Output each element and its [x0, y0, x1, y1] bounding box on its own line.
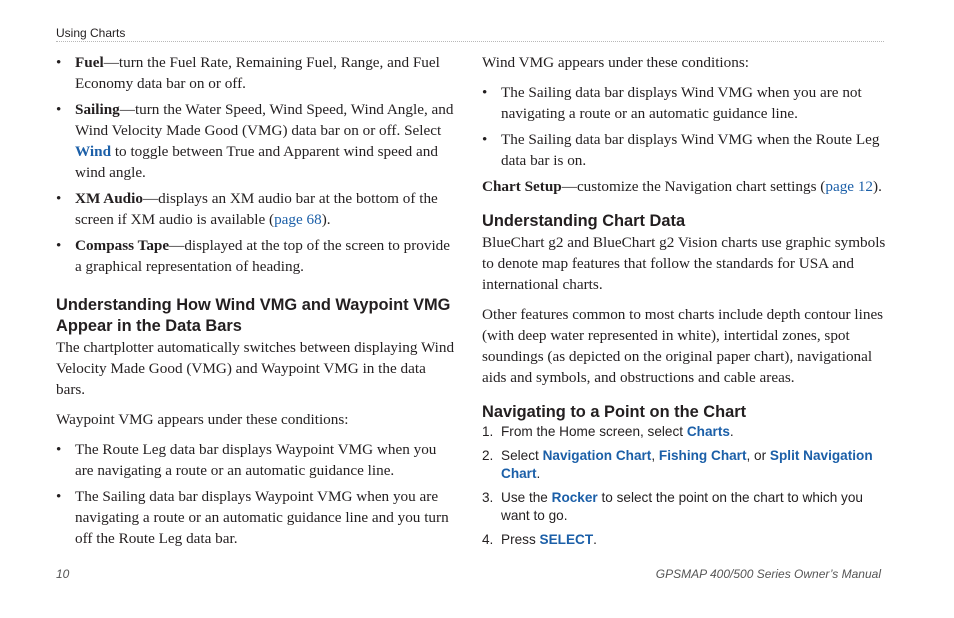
step-number: 3.	[482, 490, 494, 505]
bullet-text: —displays an XM audio bar at the bottom of the screen if XM audio is available (	[75, 190, 438, 228]
paragraph: Wind VMG appears under these conditions:	[482, 54, 749, 71]
section-heading-navigating: Navigating to a Point on the Chart	[482, 403, 747, 421]
bullet-term: XM Audio	[75, 190, 143, 207]
paragraph: Waypoint VMG appears under these conditions:	[56, 411, 349, 428]
bullet-compass-tape	[56, 235, 458, 277]
bullet-text: —turn the Water Speed, Wind Speed, Wind Angle, and Wind Velocity Made Good (VMG) data bar on or off. Select	[75, 101, 454, 139]
split-navigation-chart-option: Split Navigation Chart	[501, 448, 873, 481]
bullet-xm-audio	[56, 188, 458, 230]
chart-setup-text: —customize the Navigation chart settings (	[561, 178, 826, 195]
left-column	[56, 52, 458, 554]
step-text: .	[536, 466, 541, 481]
bullet-dot: •	[482, 84, 488, 101]
header-rule	[56, 41, 884, 42]
bullet-text: —turn the Fuel Rate, Remaining Fuel, Range, and Fuel Economy data bar on or off.	[75, 54, 440, 92]
bullet-dot: •	[56, 441, 62, 458]
select-key: SELECT	[539, 532, 594, 547]
bullet-sailing	[56, 99, 458, 183]
right-column	[482, 52, 886, 555]
bullet-sailing-waypoint	[56, 486, 458, 549]
bullet-route-leg	[56, 439, 458, 481]
step-text: From the Home screen, select	[501, 424, 687, 439]
bullet-dot: •	[56, 101, 62, 118]
bullet-dot: •	[56, 488, 62, 505]
wind-option: Wind	[75, 143, 112, 160]
paragraph: The chartplotter automatically switches between displaying Wind Velocity Made Good (VMG) and Waypoint VMG in the data bars.	[56, 339, 455, 398]
fishing-chart-option: Fishing Chart	[658, 448, 747, 463]
manual-title: GPSMAP 400/500 Series Owner’s Manual	[655, 567, 881, 581]
step-text: ,	[651, 448, 659, 463]
step-text: Use the	[501, 490, 552, 505]
chart-setup-term: Chart Setup	[482, 178, 562, 195]
charts-option: Charts	[686, 424, 730, 439]
chart-setup-text: ).	[873, 178, 882, 195]
steps-list	[482, 423, 886, 549]
bullet-dot: •	[56, 54, 62, 71]
bullet-dot: •	[482, 131, 488, 148]
step-2	[482, 447, 886, 483]
bullet-term: Fuel	[75, 54, 104, 71]
paragraph: Other features common to most charts include depth contour lines (with deep water represented in white), intertidal zones, spot soundings (as depicted on the original paper chart), navigational aids and symbols, and obstructions and cable areas.	[482, 306, 884, 386]
step-number: 2.	[482, 448, 494, 463]
step-text: Press	[501, 532, 540, 547]
bullet-text: The Sailing data bar displays Waypoint VMG when you are navigating a route or an automatic guidance line and you turn off the Route Leg data bar.	[75, 488, 449, 547]
bullet-dot: •	[56, 190, 62, 207]
bullet-text: The Sailing data bar displays Wind VMG when you are not navigating a route or an automatic guidance line.	[501, 84, 862, 122]
running-header: Using Charts	[56, 26, 126, 40]
step-text: Select	[501, 448, 543, 463]
bullet-text: —displayed at the top of the screen to provide a graphical representation of heading.	[75, 237, 451, 275]
chart-setup-paragraph	[482, 176, 886, 197]
bullet-dot: •	[56, 237, 62, 254]
bullet-fuel	[56, 52, 458, 94]
step-text: , or	[746, 448, 770, 463]
bullet-term: Sailing	[75, 101, 120, 118]
bullet-text: The Sailing data bar displays Wind VMG when the Route Leg data bar is on.	[501, 131, 880, 169]
bullet-term: Compass Tape	[75, 237, 170, 254]
step-text: to select the point on the chart to which you want to go.	[501, 490, 863, 523]
paragraph: BlueChart g2 and BlueChart g2 Vision charts use graphic symbols to denote map features that follow the standards for USA and international charts.	[482, 234, 886, 293]
step-number: 1.	[482, 424, 494, 439]
step-number: 4.	[482, 532, 494, 547]
step-text: .	[593, 532, 597, 547]
step-text: .	[729, 424, 734, 439]
bullet-wind-vmg-2	[482, 129, 886, 171]
page-number: 10	[56, 567, 70, 581]
navigation-chart-option: Navigation Chart	[542, 448, 652, 463]
section-heading-chart-data: Understanding Chart Data	[482, 212, 686, 230]
bullet-wind-vmg-1	[482, 82, 886, 124]
bullet-text: ).	[321, 211, 331, 228]
page-link-68[interactable]: page 68	[274, 211, 322, 228]
bullet-text: to toggle between True and Apparent wind speed and wind angle.	[75, 143, 438, 181]
bullet-text: The Route Leg data bar displays Waypoint VMG when you are navigating a route or an automatic guidance line.	[75, 441, 437, 479]
rocker-control: Rocker	[551, 490, 598, 505]
step-4	[482, 531, 886, 549]
step-3	[482, 489, 886, 525]
section-heading-vmg: Understanding How Wind VMG and Waypoint VMG Appear in the Data Bars	[56, 296, 451, 335]
step-1	[482, 423, 886, 441]
page-link-12[interactable]: page 12	[825, 178, 874, 195]
